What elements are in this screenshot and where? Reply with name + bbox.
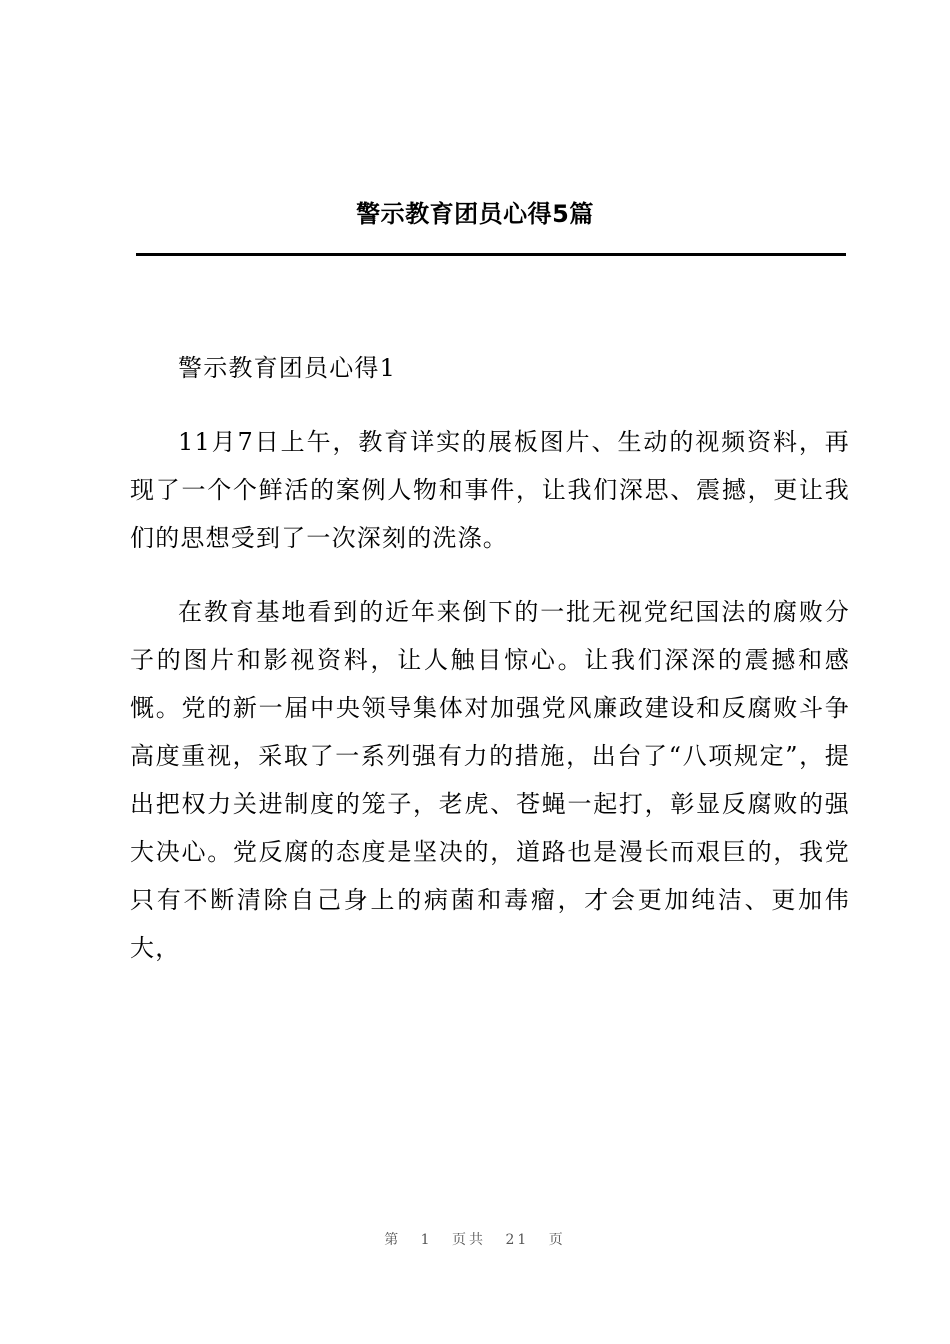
footer-prefix: 第 [384,1232,402,1248]
footer-total-pages: 21 [505,1232,530,1248]
footer-suffix: 页 [548,1232,566,1248]
paragraph-2: 在教育基地看到的近年来倒下的一批无视党纪国法的腐败分子的图片和影视资料，让人触目惊心。让我们深深的震撼和感慨。党的新一届中央领导集体对加强党风廉政建设和反腐败斗争高度重视，采取了一系列强有力的措施，出台了“八项规定”，提出把权力关进制度的笼子，老虎、苍蝇一起打，彰显反腐败的强大决心。党反腐的态度是坚决的，道路也是漫长而艰巨的，我党只有不断清除自己身上的病菌和毒瘤，才会更加纯洁、更加伟大， [130,598,850,962]
section-heading: 警示教育团员心得1 [178,354,397,382]
document-title: 警示教育团员心得5篇 [356,200,594,228]
document-body [130,344,850,972]
footer-mid: 页共 [452,1232,487,1248]
title-underline [136,253,846,256]
footer-current-page: 1 [420,1232,433,1248]
paragraph-1: 11月7日上午，教育详实的展板图片、生动的视频资料，再现了一个个鲜活的案例人物和事件，让我们深思、震撼，更让我们的思想受到了一次深刻的洗涤。 [130,428,850,552]
page-footer [0,1229,950,1249]
